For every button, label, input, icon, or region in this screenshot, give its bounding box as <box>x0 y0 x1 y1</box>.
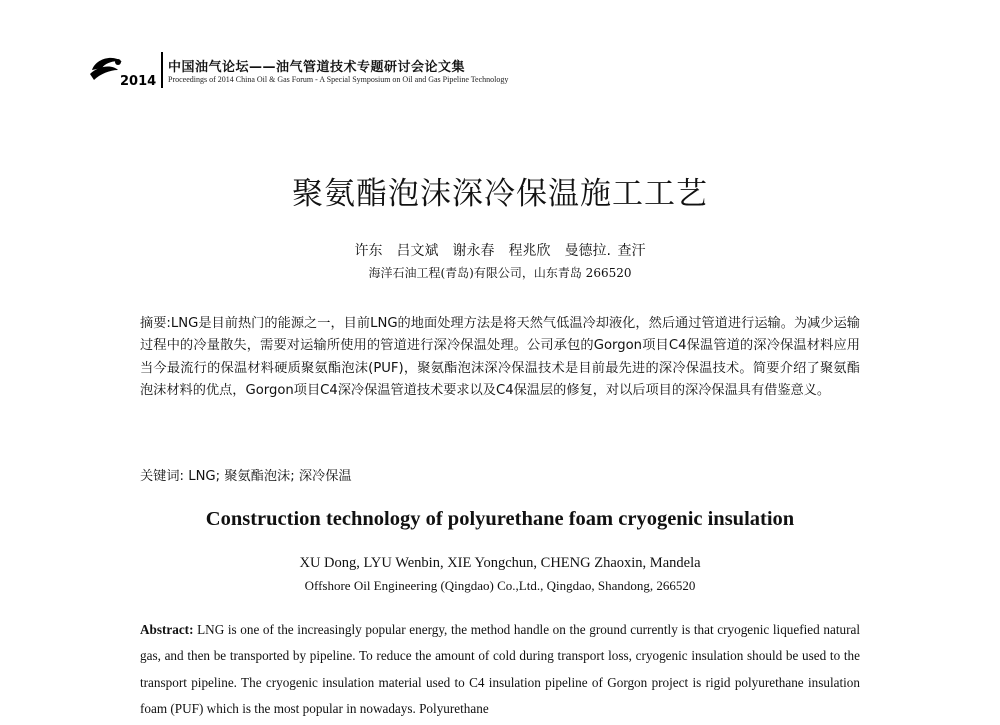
chinese-keywords-label: 关键词: <box>140 469 185 484</box>
header-subtitle: Proceedings of 2014 China Oil & Gas Forum - A Special Symposium on Oil and Gas Pipeline Technology <box>168 75 509 84</box>
chinese-title: 聚氨酯泡沫深冷保温施工工艺 <box>292 176 708 212</box>
chinese-abstract-label: 摘要: <box>140 316 171 331</box>
english-abstract-label: Abstract: <box>140 622 194 637</box>
chinese-keywords-text: LNG; 聚氨酯泡沫; 深冷保温 <box>188 469 352 484</box>
proceedings-header <box>88 50 688 90</box>
chinese-authors: 许东 吕文斌 谢永春 程兆欣 曼德拉. 查汗 <box>354 243 646 259</box>
english-abstract <box>140 617 860 723</box>
english-title: Construction technology of polyurethane foam cryogenic insulation <box>205 508 795 530</box>
header-year: 2014 <box>120 74 157 89</box>
english-abstract-text: LNG is one of the increasingly popular energy, the method handle on the ground currently is that cryogenic liquefied natural gas, and then be transported by pipeline. To reduce the amount of cold during transport loss, cryogenic insulation should be used to the transport pipeline. The cryogenic insulation material used to C4 insulation pipeline of Gorgon project is rigid polyurethane insulation foam (PUF) which is the most popular in nowadays. Polyurethane <box>140 622 860 717</box>
english-affiliation: Offshore Oil Engineering (Qingdao) Co.,Ltd., Qingdao, Shandong, 266520 <box>304 578 696 593</box>
english-authors: XU Dong, LYU Wenbin, XIE Yongchun, CHENG Zhaoxin, Mandela <box>299 555 701 571</box>
chinese-abstract <box>140 313 860 403</box>
header-title: 中国油气论坛——油气管道技术专题研讨会论文集 <box>168 60 466 75</box>
chinese-keywords <box>140 465 860 484</box>
chinese-affiliation: 海洋石油工程(青岛)有限公司，山东青岛 266520 <box>368 266 632 280</box>
chinese-abstract-text: LNG是目前热门的能源之一，目前LNG的地面处理方法是将天然气低温冷却液化，然后通过管道进行运输。为减少运输过程中的冷量散失，需要对运输所使用的管道进行深冷保温处理。公司承包的Gorgon项目C4保温管道的深冷保温材料应用当今最流行的保温材料硬质聚氨酯泡沫(PUF)，聚氨酯泡沫深冷保温技术是目前最先进的深冷保温技术。简要介绍了聚氨酯泡沫材料的优点，Gorgon项目C4深冷保温管道技术要求以及C4保温层的修复，对以后项目的深冷保温具有借鉴意义。 <box>140 316 860 399</box>
header-divider <box>161 52 163 88</box>
